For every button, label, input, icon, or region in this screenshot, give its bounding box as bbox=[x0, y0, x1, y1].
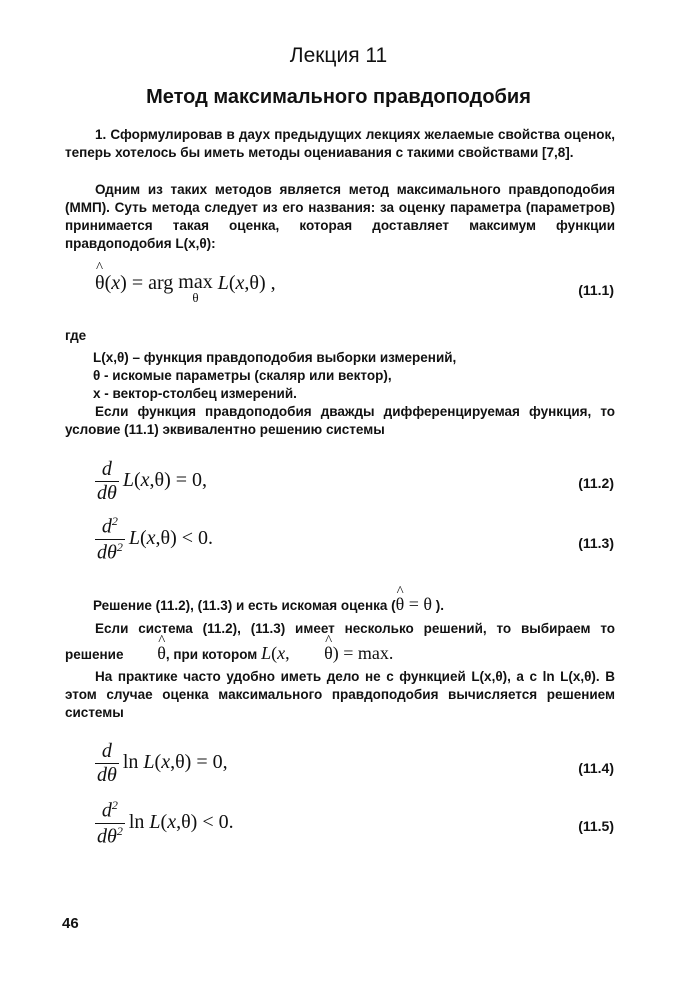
section-title: Метод максимального правдоподобия bbox=[146, 86, 531, 108]
paragraph-3: Если функция правдоподобия дважды дифференцируемая функция, то условие (11.1) эквивалентно решению системы bbox=[65, 404, 615, 437]
equation-11-5: $\frac{d^2}{d\theta^2}$ ln L(x,θ) < 0. bbox=[97, 798, 234, 848]
equation-number-11-2: (11.2) bbox=[578, 475, 614, 491]
equation-11-1: ^ θ(x) = arg max θ L(x,θ) , bbox=[95, 272, 276, 304]
equation-11-2: $\frac{d}{d\theta}$ L(x,θ) = 0, bbox=[97, 458, 208, 504]
equation-11-3: $\frac{d^2}{d\theta^2}$ L(x,θ) < 0. bbox=[97, 514, 214, 564]
definition-x: x - вектор-столбец измерений. bbox=[93, 386, 297, 401]
equation-11-4: $\frac{d}{d\theta}$ ln L(x,θ) = 0, bbox=[97, 740, 228, 786]
paragraph-2: Одним из таких методов является метод максимального правдоподобия (ММП). Суть метода следует из его названия: за оценку параметра (параметров) принимается такая оценка, которая доставляет максимум функции правдоподобия L(x,θ): bbox=[65, 182, 615, 251]
page-number: 46 bbox=[62, 915, 79, 932]
equation-number-11-1: (11.1) bbox=[578, 282, 614, 298]
equation-number-11-3: (11.3) bbox=[578, 535, 614, 551]
definition-theta: θ - искомые параметры (скаляр или вектор), bbox=[93, 368, 392, 383]
definition-likelihood: L(x,θ) – функция правдоподобия выборки измерений, bbox=[93, 350, 457, 365]
paragraph-6: На практике часто удобно иметь дело не с функцией L(x,θ), а с ln L(x,θ). В этом случае оценка максимального правдоподобия вычисляется решением системы bbox=[65, 669, 615, 720]
where-label: где bbox=[65, 328, 87, 343]
equation-number-11-4: (11.4) bbox=[578, 760, 614, 776]
paragraph-1: 1. Сформулировав в даух предыдущих лекциях желаемые свойства оценок, теперь хотелось бы иметь методы оцениавания с такими свойствами [7,8]. bbox=[65, 127, 615, 160]
paragraph-5: Если система (11.2), (11.3) имеет несколько решений, то выбираем то решение ^ θ, при котором L(x, ^ θ) = max. bbox=[65, 617, 615, 667]
lecture-title: Лекция 11 bbox=[289, 44, 388, 67]
equation-number-11-5: (11.5) bbox=[578, 818, 614, 834]
paragraph-4: Решение (11.2), (11.3) и есть искомая оценка (^ θ = θ ). bbox=[93, 595, 444, 615]
